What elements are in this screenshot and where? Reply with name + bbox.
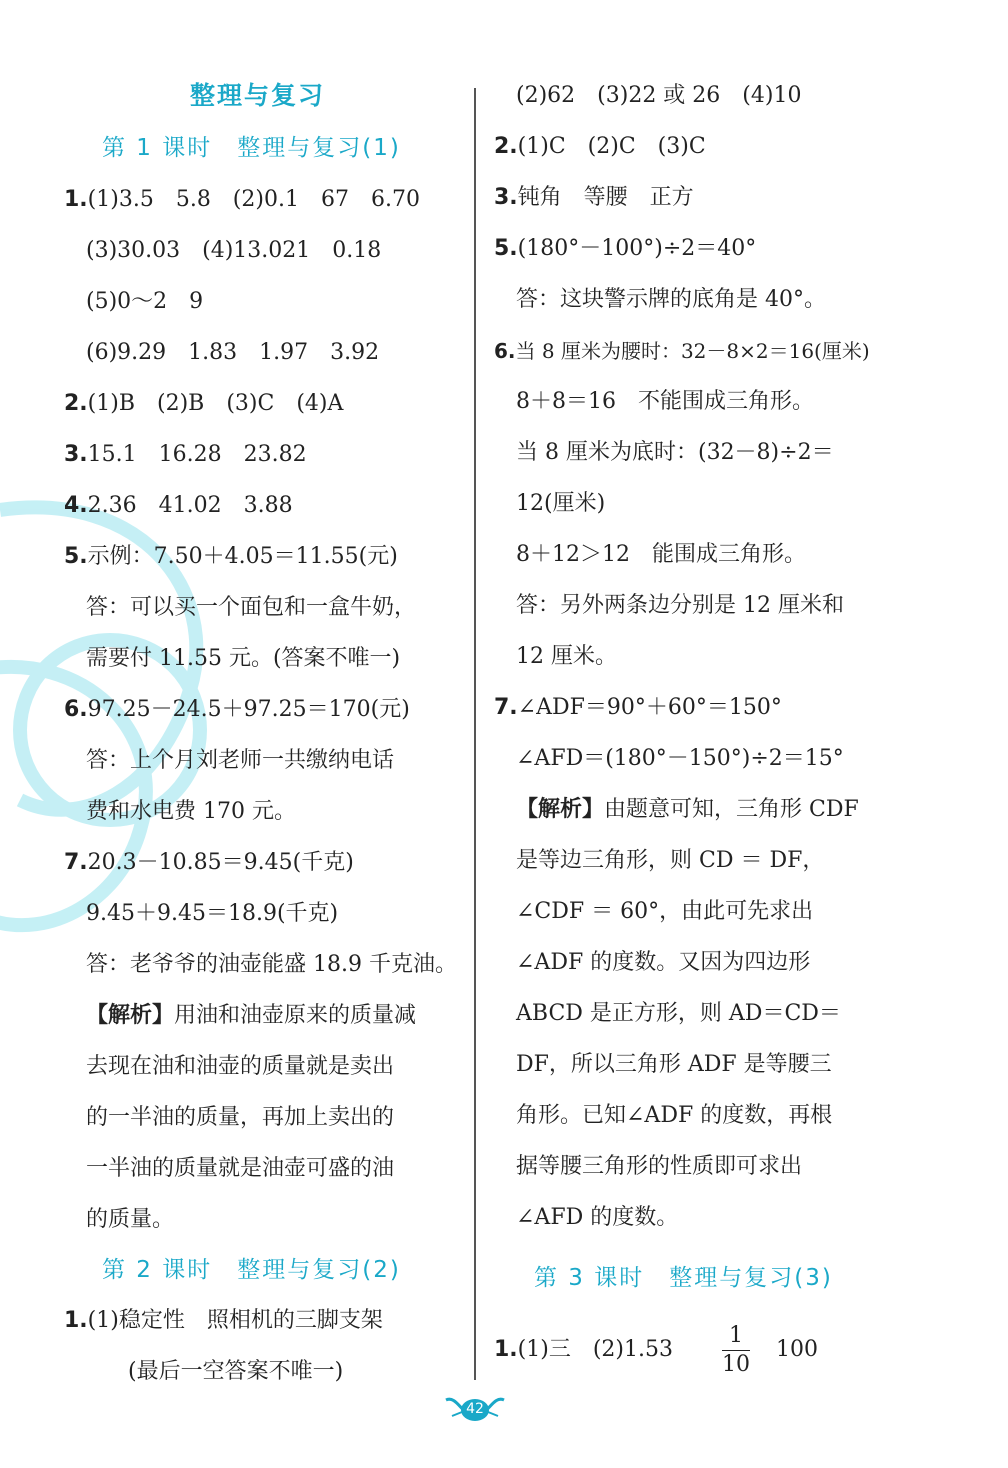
lesson-2-heading: 第 2 课时 整理与复习(2) — [102, 1257, 401, 1283]
answer-line: 1.(1)稳定性 照相机的三脚支架 — [64, 1308, 383, 1333]
answer-line: 2.(1)C (2)C (3)C — [494, 134, 706, 159]
page-title: 整理与复习 — [190, 81, 326, 110]
answer-line: 2.(1)B (2)B (3)C (4)A — [64, 391, 344, 416]
fraction-numerator: 1 — [729, 1323, 743, 1348]
analysis-line: 【解析】用油和油壶原来的质量减 — [86, 1003, 417, 1028]
fraction — [722, 1322, 750, 1379]
answer-line: 1.(1)三 (2)1.53 — [494, 1337, 673, 1362]
lesson-3-heading: 第 3 课时 整理与复习(3) — [534, 1265, 833, 1291]
analysis-line: 一半油的质量就是油壶可盛的油 — [86, 1156, 395, 1181]
column-divider — [474, 88, 476, 1380]
analysis-line: 是等边三角形，则 CD ＝ DF， — [516, 848, 825, 873]
analysis-line: 的质量。 — [86, 1207, 175, 1232]
analysis-line: ∠CDF ＝ 60°，由此可先求出 — [516, 899, 814, 924]
answer-note: (最后一空答案不唯一) — [128, 1359, 344, 1384]
analysis-line: 据等腰三角形的性质即可求出 — [516, 1154, 803, 1179]
analysis-line: DF，所以三角形 ADF 是等腰三 — [516, 1052, 832, 1077]
answer-line: 12(厘米) — [516, 491, 606, 516]
answer-line: 3.钝角 等腰 正方 — [494, 185, 694, 210]
answer-line: 5.(180°－100°)÷2＝40° — [494, 236, 757, 261]
answer-line: 费和水电费 170 元。 — [86, 799, 296, 824]
answer-line: 答：另外两条边分别是 12 厘米和 — [516, 593, 844, 618]
analysis-line: ABCD 是正方形，则 AD＝CD＝ — [516, 1001, 841, 1026]
answer-line: 9.45＋9.45＝18.9(千克) — [86, 901, 339, 926]
analysis-line: 角形。已知∠ADF 的度数，再根 — [516, 1103, 833, 1128]
answer-line: ∠AFD＝(180°－150°)÷2＝15° — [516, 746, 844, 771]
answer-line: 答：上个月刘老师一共缴纳电话 — [86, 748, 395, 773]
answer-line: (2)62 (3)22 或 26 (4)10 — [516, 83, 802, 108]
answer-line: 1.(1)3.5 5.8 (2)0.1 67 6.70 — [64, 187, 420, 212]
fraction-denominator: 10 — [722, 1352, 750, 1377]
answer-line: 8＋8＝16 不能围成三角形。 — [516, 389, 814, 414]
analysis-line: ∠AFD 的度数。 — [516, 1205, 679, 1230]
analysis-line: 的一半油的质量，再加上卖出的 — [86, 1105, 395, 1130]
analysis-line: ∠ADF 的度数。又因为四边形 — [516, 950, 811, 975]
answer-line: 6.97.25－24.5＋97.25＝170(元) — [64, 697, 410, 722]
answer-line: 答：这块警示牌的底角是 40°。 — [516, 287, 826, 312]
answer-line: 7.20.3－10.85＝9.45(千克) — [64, 850, 354, 875]
answer-line: 答：老爷爷的油壶能盛 18.9 千克油。 — [86, 952, 457, 977]
answer-line: 答：可以买一个面包和一盒牛奶， — [86, 595, 417, 620]
answer-line: (6)9.29 1.83 1.97 3.92 — [86, 340, 380, 365]
analysis-line: 去现在油和油壶的质量就是卖出 — [86, 1054, 395, 1079]
answer-line: (3)30.03 (4)13.021 0.18 — [86, 238, 382, 263]
answer-line: 4.2.36 41.02 3.88 — [64, 493, 293, 518]
answer-line: 3.15.1 16.28 23.82 — [64, 442, 307, 467]
answer-line: (5)0～2 9 — [86, 289, 204, 314]
answer-line: 6.当 8 厘米为腰时：32－8×2＝16(厘米) — [494, 339, 870, 363]
page-number: 42 — [466, 1401, 484, 1417]
lesson-1-heading: 第 1 课时 整理与复习(1) — [102, 135, 401, 161]
answer-line: 7.∠ADF＝90°＋60°＝150° — [494, 695, 782, 720]
answer-line: 8＋12＞12 能围成三角形。 — [516, 542, 806, 567]
analysis-line: 【解析】由题意可知，三角形 CDF — [516, 797, 859, 822]
answer-line: 需要付 11.55 元。(答案不唯一) — [86, 646, 401, 671]
answer-line: 5.示例：7.50＋4.05＝11.55(元) — [64, 544, 398, 569]
answer-line-tail: 100 — [776, 1337, 818, 1362]
answer-line: 当 8 厘米为底时：(32－8)÷2＝ — [516, 440, 834, 465]
answer-line: 12 厘米。 — [516, 644, 617, 669]
